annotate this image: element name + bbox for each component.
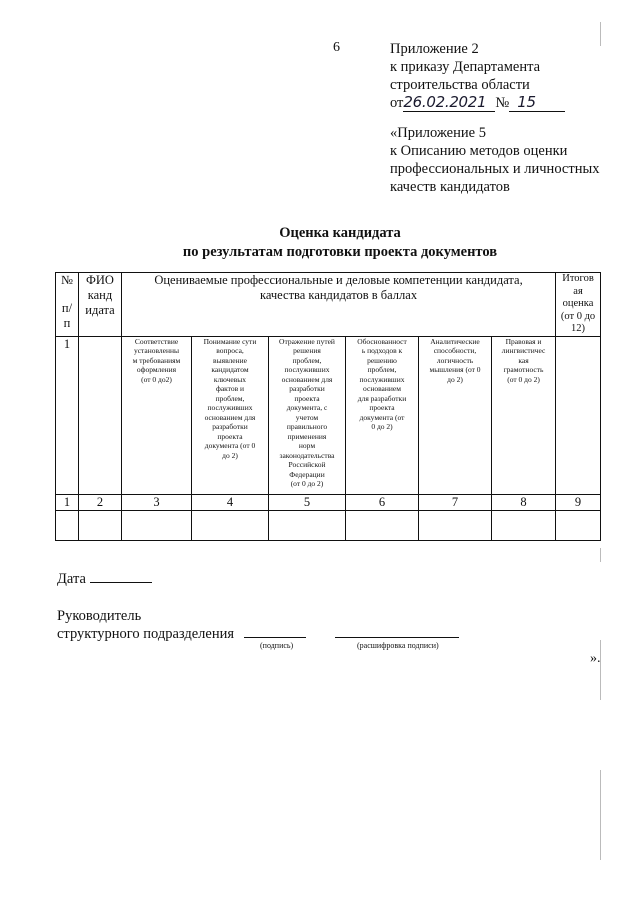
signature-blank-line xyxy=(244,637,306,638)
decode-caption: (расшифровка подписи) xyxy=(357,641,439,650)
title-line: Оценка кандидата xyxy=(279,225,401,241)
order-number-handwritten: 15 xyxy=(517,93,536,111)
table-row xyxy=(56,510,601,540)
appendix-quote-line: профессиональных и личностных xyxy=(390,161,600,177)
criterion-line: логичность xyxy=(436,355,474,365)
evaluation-table xyxy=(55,272,601,541)
column-number: 4 xyxy=(192,494,269,510)
criterion-line: Обоснованност xyxy=(357,336,407,346)
date-label: Дата xyxy=(57,571,86,587)
appendix-quote-line: к Описанию методов оценки xyxy=(390,143,568,159)
empty-cell xyxy=(556,510,601,540)
head-label-line1: Руководитель xyxy=(57,608,142,624)
criterion-line: Аналитические xyxy=(430,336,480,346)
column-number: 6 xyxy=(346,494,419,510)
header-competencies xyxy=(122,273,556,337)
criterion-solutions xyxy=(269,336,346,494)
appendix-title: Приложение 2 xyxy=(390,41,479,57)
total-score-cell xyxy=(556,336,601,494)
column-number: 9 xyxy=(556,494,601,510)
criterion-line: решению xyxy=(367,355,397,365)
appendix-header xyxy=(390,40,620,112)
header-fio xyxy=(79,273,122,337)
criterion-line: решения xyxy=(293,346,321,355)
criterion-line: проблем, xyxy=(215,393,245,403)
criterion-line: проекта xyxy=(217,431,243,441)
number-sign: № xyxy=(495,95,510,111)
criterion-line: (от 0 до2) xyxy=(141,374,172,384)
header-total-line: ая xyxy=(573,285,583,297)
criterion-line: Правовая и xyxy=(505,336,542,346)
criterion-line: проекта xyxy=(294,393,320,403)
header-fio-line: канд xyxy=(87,288,113,302)
criterion-line: основанием для xyxy=(281,374,333,384)
criterion-line: установленны xyxy=(133,346,180,355)
empty-cell xyxy=(192,510,269,540)
criterion-line: документа (от xyxy=(359,412,405,422)
criterion-line: до 2) xyxy=(447,374,463,384)
scan-edge-mark xyxy=(600,640,601,700)
empty-cell xyxy=(79,510,122,540)
criterion-line: грамотность xyxy=(503,365,544,374)
criterion-line: норм xyxy=(298,441,316,450)
ot-label: от xyxy=(390,95,404,111)
criterion-analytical xyxy=(419,336,492,494)
appendix-quote xyxy=(390,124,620,196)
row-number: 1 xyxy=(56,336,79,494)
header-competencies-line: Оцениваемые профессиональные и деловые компетенции кандидата, xyxy=(154,273,523,287)
appendix-quote-line: качеств кандидатов xyxy=(390,179,510,195)
header-number-line: п xyxy=(63,316,71,330)
criterion-line: Российской xyxy=(288,460,326,469)
criterion-line: мышления (от 0 xyxy=(429,365,481,374)
criterion-line: 0 до 2) xyxy=(371,422,393,431)
criterion-line: оформления xyxy=(136,365,177,374)
column-number: 5 xyxy=(269,494,346,510)
appendix-quote-line: «Приложение 5 xyxy=(390,125,486,141)
criterion-line: Соответствие xyxy=(134,336,179,346)
appendix-order-line: к приказу Департамента xyxy=(390,59,541,75)
criterion-line: фактов и xyxy=(215,384,245,393)
criterion-line: ключевых xyxy=(213,374,247,384)
empty-cell xyxy=(346,510,419,540)
criterion-literacy xyxy=(492,336,556,494)
criterion-line: ь подходов к xyxy=(361,346,403,355)
order-date-number-line xyxy=(390,94,620,112)
column-number: 2 xyxy=(79,494,122,510)
criterion-line: документа (от 0 xyxy=(204,441,256,450)
criterion-line: способности, xyxy=(433,346,477,355)
header-total-line: Итогов xyxy=(562,273,594,284)
criterion-line: (от 0 до 2) xyxy=(507,374,540,384)
criterion-line: разработки xyxy=(289,384,325,393)
header-total-line: оценка xyxy=(562,298,594,309)
order-date-handwritten: 26.02.2021 xyxy=(403,93,487,111)
empty-cell xyxy=(419,510,492,540)
criterion-line: выявление xyxy=(213,355,247,365)
criterion-line: вопроса, xyxy=(216,346,244,355)
criterion-line: применения xyxy=(287,431,327,441)
column-number: 3 xyxy=(122,494,192,510)
header-total-line: (от 0 до xyxy=(560,310,596,322)
column-number: 1 xyxy=(56,494,79,510)
header-total-line: 12) xyxy=(571,323,586,334)
scan-edge-mark xyxy=(600,22,601,46)
criterion-line: кая xyxy=(518,355,529,365)
criterion-line: основанием для xyxy=(204,412,256,422)
criterion-line: Отражение путей xyxy=(279,336,335,346)
header-number xyxy=(56,273,79,337)
page-number: 6 xyxy=(333,40,340,55)
criterion-line: проекта xyxy=(369,403,395,412)
empty-cell xyxy=(492,510,556,540)
header-fio-line: идата xyxy=(85,303,115,317)
criterion-line: (от 0 до 2) xyxy=(290,479,324,488)
head-signature-block xyxy=(57,607,459,643)
criterion-formatting xyxy=(122,336,192,494)
column-number: 7 xyxy=(419,494,492,510)
date-field xyxy=(57,571,152,588)
criterion-line: проблем, xyxy=(292,355,322,365)
criterion-line: правильного xyxy=(286,422,328,431)
criterion-line: для разработки xyxy=(357,393,407,403)
head-label-text: структурного подразделения xyxy=(57,626,235,642)
criterion-line: учетом xyxy=(295,412,319,422)
criterion-line: кандидатом xyxy=(211,365,249,374)
criterion-line: до 2) xyxy=(222,450,238,460)
criterion-line: послуживших xyxy=(284,365,330,374)
criterion-line: послуживших xyxy=(359,374,405,384)
criterion-line: послуживших xyxy=(207,403,253,412)
header-fio-line: ФИО xyxy=(86,273,114,287)
header-competencies-line: качества кандидатов в баллах xyxy=(259,288,418,302)
empty-cell xyxy=(56,510,79,540)
empty-cell xyxy=(122,510,192,540)
criterion-line: Федерации xyxy=(289,469,325,479)
decode-blank-line xyxy=(335,637,459,638)
criterion-understanding xyxy=(192,336,269,494)
title-line: по результатам подготовки проекта документов xyxy=(182,244,498,260)
header-total-score xyxy=(556,273,601,337)
criterion-line: проблем, xyxy=(367,365,397,374)
criterion-line: разработки xyxy=(212,422,248,431)
criterion-line: документа, с xyxy=(286,403,328,412)
header-number-line: № xyxy=(61,273,73,287)
fio-cell xyxy=(79,336,122,494)
signature-caption: (подпись) xyxy=(260,641,294,650)
scan-edge-mark xyxy=(600,548,601,562)
scan-edge-mark xyxy=(600,770,601,860)
criterion-line: законодательства xyxy=(279,450,335,460)
header-number-line: п/ xyxy=(61,301,73,315)
criterion-line: основанием xyxy=(363,384,401,393)
closing-quote: ». xyxy=(590,651,601,666)
criterion-line: м требованиям xyxy=(132,355,181,365)
column-number: 8 xyxy=(492,494,556,510)
document-title xyxy=(0,224,640,262)
criterion-justification xyxy=(346,336,419,494)
empty-cell xyxy=(269,510,346,540)
criterion-line: лингвистичес xyxy=(501,346,546,355)
appendix-department-line: строительства области xyxy=(390,77,530,93)
criterion-line: Понимание сути xyxy=(203,336,257,346)
date-blank-line xyxy=(90,582,152,583)
